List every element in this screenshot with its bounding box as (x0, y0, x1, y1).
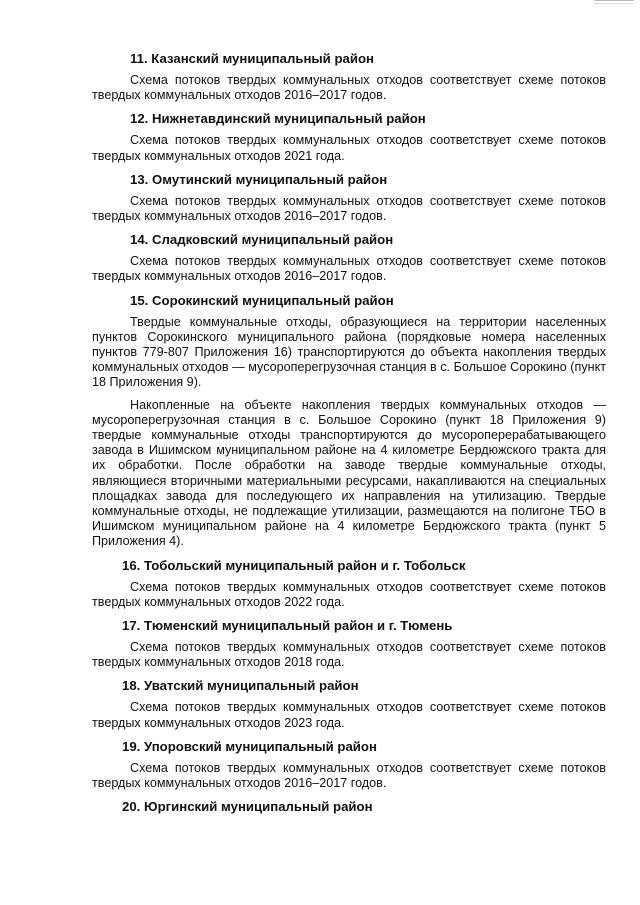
section-paragraph: Схема потоков твердых коммунальных отходов соответствует схеме потоков твердых коммунальных отходов 2021 года. (92, 133, 606, 163)
page-corner-mark (594, 0, 634, 4)
document-body (92, 50, 606, 821)
section-paragraph: Схема потоков твердых коммунальных отходов соответствует схеме потоков твердых коммунальных отходов 2016–2017 годов. (92, 254, 606, 284)
section-paragraph: Схема потоков твердых коммунальных отходов соответствует схеме потоков твердых коммунальных отходов 2023 года. (92, 700, 606, 730)
section-12 (92, 110, 606, 163)
section-paragraph: Накопленные на объекте накопления твердых коммунальных отходов — мусороперегрузочная станция в с. Большое Сорокино (пункт 18 Приложения 9) твердые коммунальные отходы транспортируются до мусороперерабатывающего завода в Ишимском муниципальном районе на 4 километре Бердюжского тракта для их обработки. После обработки на заводе твердые коммунальные отходы, являющиеся вторичными материальными ресурсами, накапливаются на специальных площадках завода для последующего их направления на утилизацию. Твердые коммунальные отходы, не подлежащие утилизации, размещаются на полигоне ТБО в Ишимском муниципальном районе на 4 километре Бердюжского тракта (пункт 5 Приложения 4). (92, 397, 606, 549)
section-heading: 15. Сорокинский муниципальный район (130, 292, 394, 308)
section-13 (92, 171, 606, 224)
section-paragraph: Схема потоков твердых коммунальных отходов соответствует схеме потоков твердых коммунальных отходов 2022 года. (92, 579, 606, 609)
section-paragraph: Схема потоков твердых коммунальных отходов соответствует схеме потоков твердых коммунальных отходов 2016–2017 годов. (92, 193, 606, 224)
section-heading: 14. Сладковский муниципальный район (130, 232, 394, 248)
section-paragraph: Схема потоков твердых коммунальных отходов соответствует схеме потоков твердых коммунальных отходов 2016–2017 годов. (92, 760, 606, 791)
section-heading: 17. Тюменский муниципальный район и г. Тюмень (122, 618, 453, 634)
section-heading: 20. Юргинский муниципальный район (122, 799, 373, 815)
section-15 (92, 292, 606, 550)
section-14 (92, 231, 606, 284)
section-heading: 13. Омутинский муниципальный район (130, 171, 388, 187)
section-paragraph: Схема потоков твердых коммунальных отходов соответствует схеме потоков твердых коммунальных отходов 2016–2017 годов. (92, 73, 606, 103)
section-paragraph: Схема потоков твердых коммунальных отходов соответствует схеме потоков твердых коммунальных отходов 2018 года. (92, 640, 606, 670)
section-17 (92, 617, 606, 670)
section-11 (92, 50, 606, 103)
section-19 (92, 738, 606, 791)
section-heading: 12. Нижнетавдинский муниципальный район (130, 111, 426, 127)
section-18 (92, 677, 606, 730)
section-paragraph: Твердые коммунальные отходы, образующиеся на территории населенных пунктов Сорокинского муниципального района (порядковые номера населенных пунктов 779-807 Приложения 16) транспортируются до объекта накопления твердых коммунальных отходов — мусороперегрузочная станция в с. Большое Сорокино (пункт 18 Приложения 9). (92, 314, 606, 390)
section-heading: 11. Казанский муниципальный район (130, 51, 374, 66)
section-heading: 16. Тобольский муниципальный район и г. Тобольск (122, 557, 466, 573)
section-heading: 19. Упоровский муниципальный район (122, 738, 377, 754)
section-16 (92, 557, 606, 610)
section-heading: 18. Уватский муниципальный район (122, 678, 359, 694)
section-20 (92, 798, 606, 815)
